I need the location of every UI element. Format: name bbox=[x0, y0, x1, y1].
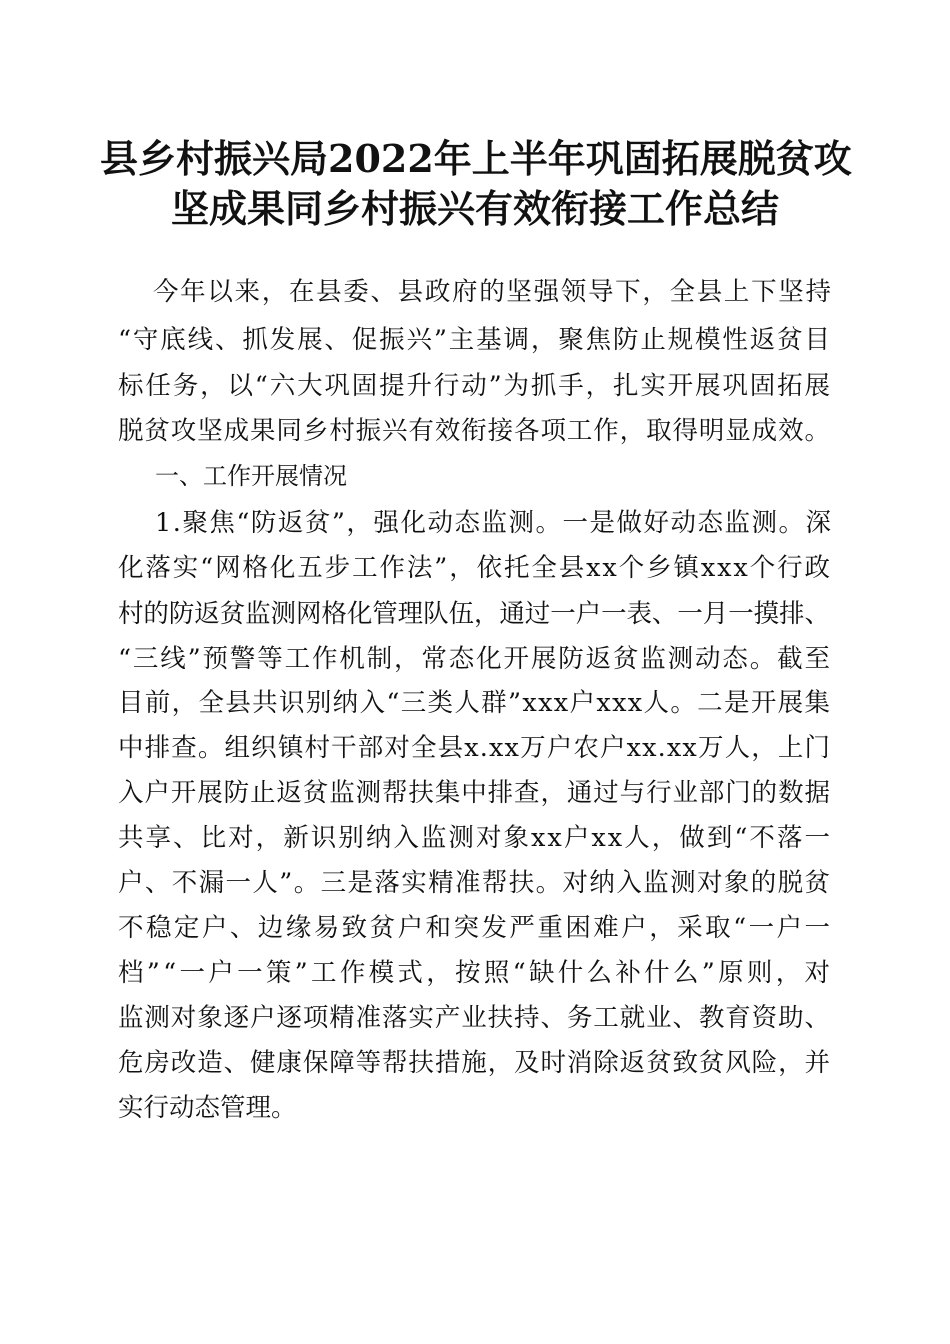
intro-paragraph-line: “守底线、抓发展、促振兴”主基调，聚焦防止规模性返贫目 bbox=[118, 325, 832, 355]
section-body-line: 档”“一户一策”工作模式，按照“缺什么补什么”原则，对 bbox=[118, 958, 834, 988]
section-body-line: 危房改造、健康保障等帮扶措施，及时消除返贫致贫风险，并 bbox=[118, 1048, 831, 1078]
section-body-line: 监测对象逐户逐项精准落实产业扶持、务工就业、教育资助、 bbox=[118, 1003, 831, 1033]
section-body-line: 不稳定户、边缘易致贫户和突发严重困难户，采取“一户一 bbox=[118, 913, 833, 943]
section-body-line: 共享、比对，新识别纳入监测对象xx户xx人，做到“不落一 bbox=[118, 823, 833, 853]
section-body-line: 村的防返贫监测网格化管理队伍，通过一户一表、一月一摸排、 bbox=[118, 599, 830, 629]
intro-paragraph-line: 脱贫攻坚成果同乡村振兴有效衔接各项工作，取得明显成效。 bbox=[118, 416, 831, 446]
section-body-line: 1.聚焦“防返贫”，强化动态监测。一是做好动态监测。深 bbox=[155, 508, 833, 538]
section-body-line: 化落实“网格化五步工作法”，依托全县xx个乡镇xxx个行政 bbox=[118, 553, 832, 583]
section-body-line: 户、不漏一人”。三是落实精准帮扶。对纳入监测对象的脱贫 bbox=[118, 868, 832, 898]
section-body-line: 实行动态管理。 bbox=[118, 1093, 297, 1123]
section-body-line: 中排查。组织镇村干部对全县x.xx万户农户xx.xx万人，上门 bbox=[118, 733, 832, 763]
intro-paragraph-line: 今年以来，在县委、县政府的坚强领导下，全县上下坚持 bbox=[153, 277, 833, 307]
section-body-line: 入户开展防止返贫监测帮扶集中排查，通过与行业部门的数据 bbox=[118, 778, 831, 808]
intro-paragraph-line: 标任务，以“六大巩固提升行动”为抓手，扎实开展巩固拓展 bbox=[118, 371, 832, 401]
section-body-line: “三线”预警等工作机制，常态化开展防返贫监测动态。截至 bbox=[118, 644, 832, 674]
document-title-line-1: 县乡村振兴局2022年上半年巩固拓展脱贫攻 bbox=[100, 136, 852, 181]
section-body-line: 目前，全县共识别纳入“三类人群”xxx户xxx人。二是开展集 bbox=[118, 688, 832, 718]
document-title-line-2: 坚成果同乡村振兴有效衔接工作总结 bbox=[170, 186, 779, 231]
section-heading: 一、工作开展情况 bbox=[155, 462, 347, 490]
